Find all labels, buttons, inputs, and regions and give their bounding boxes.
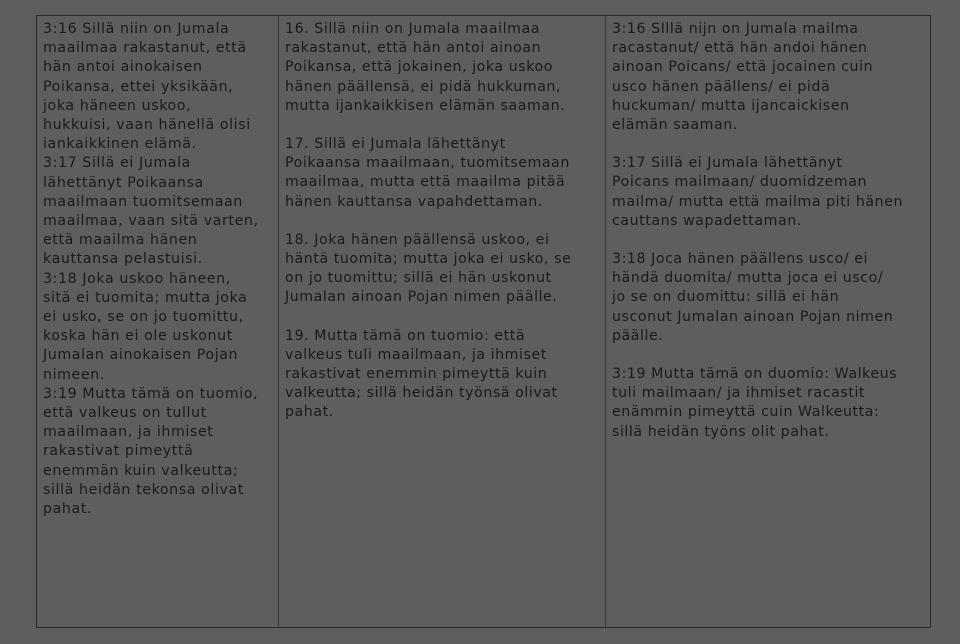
old-verse-3-16-cell: 3:16 SIllä nijn on Jumala mailma racastanut/ että hän andoi hänen ainoan Poicans/ että jocainen cuin usco hänen päällens/ ei pidä huckuman/ mutta ijancaickisen elämän saaman. — [612, 21, 874, 134]
verse-19-cell: 19. Mutta tämä on tuomio: että valkeus tuli maailmaan, ja ihmiset rakastivat enemmin pimeyttä kuin valkeutta; sillä heidän työnsä olivat pahat. — [285, 327, 558, 421]
old-verse-3-17-cell: 3:17 Sillä ei Jumala lähettänyt Poicans mailmaan/ duomidzeman mailma/ mutta että mailma piti hänen cauttans wapadettaman. — [612, 155, 903, 229]
column-modern-translation — [37, 16, 279, 627]
verse-18-cell: 18. Joka hänen päällensä uskoo, ei häntä tuomita; mutta joka ei usko, se on jo tuomittu; sillä ei hän uskonut Jumalan ainoan Pojan nimen päälle. — [285, 231, 572, 306]
old-verse-3-19-cell: 3:19 Mutta tämä on duomio: Walkeus tuli mailmaan/ ja ihmiset racastit enämmin pimeyttä cuin Walkeutta: sillä heidän työns olit pahat. — [612, 366, 898, 440]
verse-16-cell: 16. Sillä niin on Jumala maailmaa rakastanut, että hän antoi ainoan Poikansa, että jokainen, joka uskoo hänen päällensä, ei pidä hukkuman, mutta ijankaikkisen elämän saaman. — [285, 21, 566, 114]
verse-17-cell: 17. Sillä ei Jumala lähettänyt Poikaansa maailmaan, tuomitsemaan maailmaa, mutta että maailma pitää hänen kauttansa vapahdettaman. — [285, 136, 570, 210]
old-verse-3-18-cell: 3:18 Joca hänen päällens usco/ ei händä duomita/ mutta joca ei usco/ jo se on duomittu: sillä ei hän usconut Jumalan ainoan Pojan nimen päälle. — [612, 251, 894, 344]
verse-3-16-cell: 3:16 Sillä niin on Jumala maailmaa rakastanut, että hän antoi ainokaisen Poikansa, ettei yksikään, joka häneen uskoo, hukkuisi, vaan hänellä olisi iankaikkinen elämä. — [43, 21, 251, 153]
verse-3-18-cell: 3:18 Joka uskoo häneen, sitä ei tuomita; mutta joka ei usko, se on jo tuomittu, koska hän ei ole uskonut Jumalan ainokaisen Pojan nimeen. — [43, 270, 248, 383]
verse-3-19-cell: 3:19 Mutta tämä on tuomio, että valkeus on tullut maailmaan, ja ihmiset rakastivat pimeyttä enemmän kuin valkeutta; sillä heidän tekonsa olivat pahat. — [43, 385, 259, 518]
translation-comparison-table — [36, 15, 931, 628]
column-1776-translation — [279, 16, 606, 627]
column-old-translation — [606, 16, 930, 627]
verse-3-17-cell: 3:17 Sillä ei Jumala lähettänyt Poikaansa maailmaan tuomitsemaan maailmaa, vaan sitä varten, että maailma hänen kauttansa pelastuisi. — [43, 155, 259, 268]
